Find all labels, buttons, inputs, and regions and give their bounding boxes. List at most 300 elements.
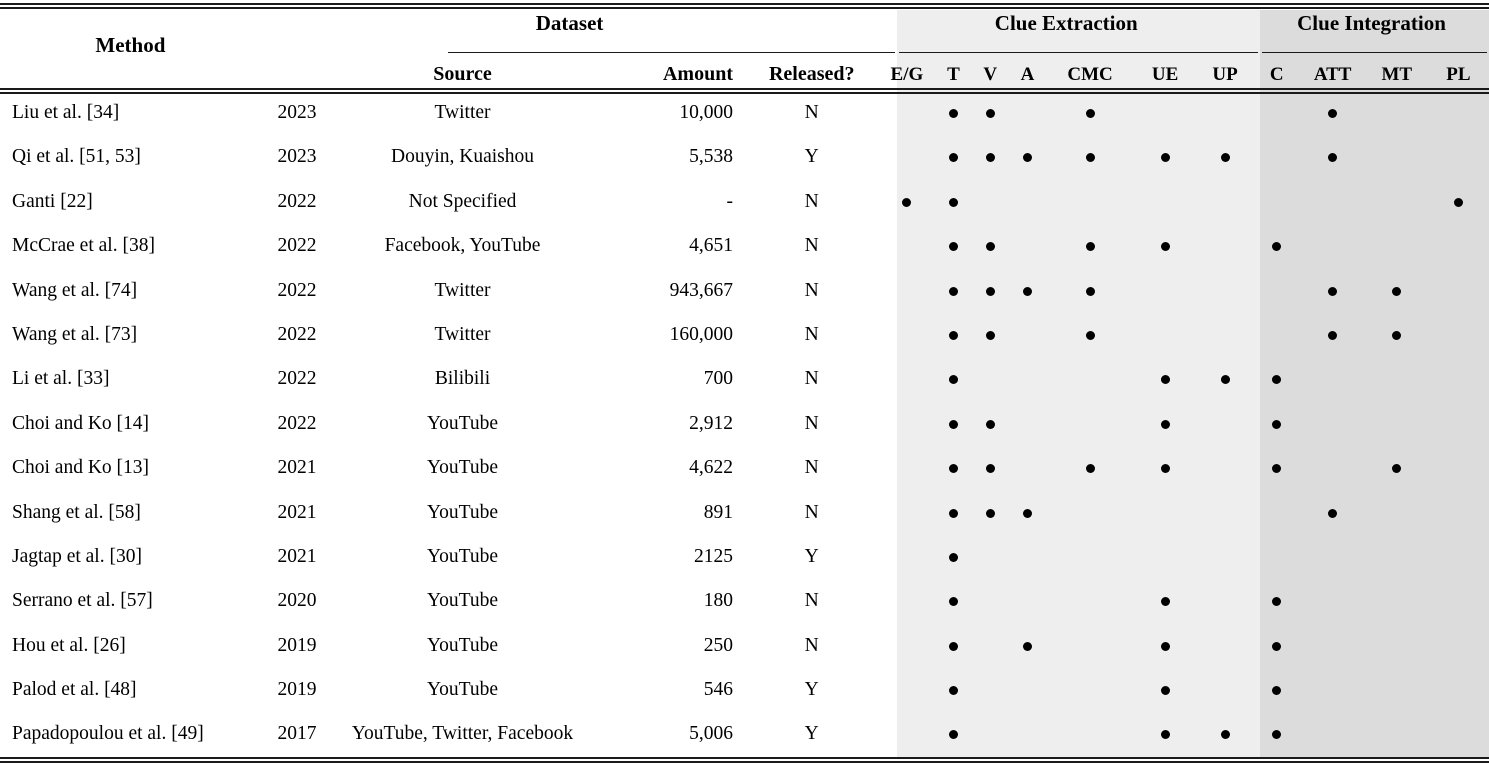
cell-mark-up (1196, 313, 1254, 357)
cell-mark-mt (1366, 135, 1428, 179)
cell-source: Facebook, YouTube (384, 235, 541, 257)
empty-cell (1392, 153, 1401, 162)
filled-dot-icon (1161, 420, 1170, 429)
empty-cell (1221, 287, 1230, 296)
cell-method: Wang et al. [73] (12, 323, 138, 345)
cell-mark-cmc (1046, 446, 1134, 490)
empty-cell (1086, 375, 1095, 384)
cell-mark-cmc (1046, 269, 1134, 313)
cell-mark-cmc (1046, 91, 1134, 135)
filled-dot-icon (1221, 730, 1230, 739)
cell-mark-v (972, 579, 1009, 623)
cell-mark-c (1254, 180, 1300, 224)
cell-source: YouTube (427, 412, 499, 434)
empty-cell (1023, 597, 1032, 606)
empty-cell (1392, 686, 1401, 695)
cell-mark-pl (1428, 668, 1489, 712)
cell-released: N (804, 323, 819, 345)
header-c: C (1269, 64, 1284, 86)
cell-method: Li et al. [33] (12, 368, 110, 390)
cell-year: 2021 (277, 457, 317, 479)
empty-cell (1221, 597, 1230, 606)
cell-method: Papadopoulou et al. [49] (12, 723, 204, 745)
empty-cell (1221, 553, 1230, 562)
cell-mark-a (1009, 91, 1046, 135)
empty-cell (1454, 464, 1463, 473)
cell-mark-eg (878, 180, 935, 224)
table-row (0, 712, 1489, 756)
cell-mark-eg (878, 491, 935, 535)
empty-cell (1161, 331, 1170, 340)
cell-mark-pl (1428, 91, 1489, 135)
cell-mark-cmc (1046, 180, 1134, 224)
empty-cell (1023, 109, 1032, 118)
empty-cell (902, 553, 911, 562)
filled-dot-icon (986, 464, 995, 473)
filled-dot-icon (949, 509, 958, 518)
cell-year: 2022 (277, 279, 317, 301)
cell-mark-mt (1366, 668, 1428, 712)
cell-source: YouTube (427, 679, 499, 701)
cell-method: Ganti [22] (12, 190, 93, 212)
empty-cell (1328, 730, 1337, 739)
empty-cell (1392, 375, 1401, 384)
cell-released: Y (804, 146, 819, 168)
filled-dot-icon (949, 375, 958, 384)
cell-mark-v (972, 357, 1009, 401)
filled-dot-icon (986, 331, 995, 340)
header-eg: E/G (890, 64, 924, 86)
cell-mark-att (1300, 446, 1366, 490)
cell-mark-mt (1366, 357, 1428, 401)
cell-released: N (804, 634, 819, 656)
filled-dot-icon (1161, 153, 1170, 162)
empty-cell (986, 597, 995, 606)
cell-mark-pl (1428, 180, 1489, 224)
cell-mark-pl (1428, 269, 1489, 313)
empty-cell (902, 375, 911, 384)
cell-released: N (804, 501, 819, 523)
cell-mark-eg (878, 357, 935, 401)
table-row (0, 402, 1489, 446)
empty-cell (1023, 686, 1032, 695)
cell-mark-mt (1366, 91, 1428, 135)
cell-amount: 10,000 (679, 101, 733, 123)
empty-cell (902, 287, 911, 296)
filled-dot-icon (1086, 464, 1095, 473)
filled-dot-icon (949, 198, 958, 207)
header-method: Method (95, 33, 166, 58)
cell-mark-c (1254, 624, 1300, 668)
filled-dot-icon (1023, 153, 1032, 162)
cell-mark-eg (878, 668, 935, 712)
empty-cell (1221, 509, 1230, 518)
cell-year: 2019 (277, 634, 317, 656)
cell-mark-ue (1134, 491, 1196, 535)
cell-mark-up (1196, 402, 1254, 446)
cell-mark-c (1254, 491, 1300, 535)
cell-source: Twitter (434, 279, 491, 301)
cell-mark-a (1009, 535, 1046, 579)
empty-cell (902, 686, 911, 695)
cell-mark-c (1254, 712, 1300, 756)
filled-dot-icon (1023, 509, 1032, 518)
cell-mark-pl (1428, 535, 1489, 579)
cell-source: Twitter (434, 101, 491, 123)
cell-mark-a (1009, 180, 1046, 224)
cell-source: Douyin, Kuaishou (391, 146, 534, 168)
cell-mark-cmc (1046, 624, 1134, 668)
header-a: A (1020, 64, 1035, 86)
empty-cell (1454, 153, 1463, 162)
empty-cell (1221, 642, 1230, 651)
cell-amount: 2,912 (689, 412, 733, 434)
cell-mark-v (972, 91, 1009, 135)
cell-year: 2023 (277, 146, 317, 168)
filled-dot-icon (986, 109, 995, 118)
cell-mark-ue (1134, 180, 1196, 224)
filled-dot-icon (1272, 642, 1281, 651)
table-body (0, 91, 1489, 757)
empty-cell (1086, 730, 1095, 739)
cell-method: Jagtap et al. [30] (12, 545, 142, 567)
filled-dot-icon (1086, 153, 1095, 162)
cell-mark-pl (1428, 446, 1489, 490)
cell-mark-v (972, 535, 1009, 579)
filled-dot-icon (1272, 464, 1281, 473)
empty-cell (1272, 153, 1281, 162)
cell-mark-att (1300, 313, 1366, 357)
header-pl: PL (1446, 64, 1471, 86)
table-row (0, 535, 1489, 579)
empty-cell (1023, 331, 1032, 340)
cell-mark-c (1254, 135, 1300, 179)
cell-mark-att (1300, 135, 1366, 179)
empty-cell (1392, 420, 1401, 429)
cell-mark-t (935, 313, 971, 357)
cell-mark-up (1196, 491, 1254, 535)
empty-cell (902, 242, 911, 251)
cell-mark-ue (1134, 91, 1196, 135)
empty-cell (902, 153, 911, 162)
filled-dot-icon (1161, 464, 1170, 473)
cell-mark-a (1009, 579, 1046, 623)
empty-cell (1086, 553, 1095, 562)
filled-dot-icon (949, 331, 958, 340)
empty-cell (1023, 730, 1032, 739)
empty-cell (1221, 242, 1230, 251)
cell-method: Palod et al. [48] (12, 679, 137, 701)
filled-dot-icon (1392, 331, 1401, 340)
cell-mark-ue (1134, 269, 1196, 313)
header-year (261, 46, 333, 91)
empty-cell (1023, 553, 1032, 562)
cell-method: Hou et al. [26] (12, 634, 126, 656)
filled-dot-icon (1221, 375, 1230, 384)
empty-cell (1272, 553, 1281, 562)
empty-cell (1392, 242, 1401, 251)
cell-method: McCrae et al. [38] (12, 235, 155, 257)
cell-mark-eg (878, 624, 935, 668)
cell-year: 2022 (277, 235, 317, 257)
cell-mark-up (1196, 712, 1254, 756)
empty-cell (1328, 597, 1337, 606)
cell-mark-v (972, 624, 1009, 668)
empty-cell (1454, 420, 1463, 429)
cell-amount: 250 (703, 634, 733, 656)
filled-dot-icon (949, 553, 958, 562)
filled-dot-icon (949, 153, 958, 162)
empty-cell (902, 109, 911, 118)
filled-dot-icon (949, 109, 958, 118)
empty-cell (1023, 375, 1032, 384)
cell-mark-eg (878, 712, 935, 756)
filled-dot-icon (1328, 109, 1337, 118)
cell-mark-c (1254, 402, 1300, 446)
empty-cell (1328, 464, 1337, 473)
header-ue: UE (1151, 64, 1179, 86)
filled-dot-icon (1086, 331, 1095, 340)
cell-mark-a (1009, 357, 1046, 401)
filled-dot-icon (1272, 597, 1281, 606)
cell-mark-att (1300, 712, 1366, 756)
table-row (0, 668, 1489, 712)
empty-cell (1221, 464, 1230, 473)
filled-dot-icon (986, 509, 995, 518)
empty-cell (1086, 642, 1095, 651)
empty-cell (1392, 642, 1401, 651)
cell-mark-up (1196, 446, 1254, 490)
cell-mark-up (1196, 357, 1254, 401)
empty-cell (1086, 198, 1095, 207)
cell-mark-a (1009, 269, 1046, 313)
cell-mark-c (1254, 269, 1300, 313)
cell-mark-v (972, 712, 1009, 756)
cell-source: Not Specified (408, 190, 517, 212)
cell-method: Shang et al. [58] (12, 501, 141, 523)
table-row (0, 269, 1489, 313)
filled-dot-icon (986, 287, 995, 296)
filled-dot-icon (1392, 287, 1401, 296)
cell-mark-a (1009, 491, 1046, 535)
filled-dot-icon (1161, 730, 1170, 739)
cell-year: 2022 (277, 190, 317, 212)
cell-mark-v (972, 668, 1009, 712)
table-row (0, 579, 1489, 623)
empty-cell (1454, 375, 1463, 384)
cell-mark-att (1300, 668, 1366, 712)
table-row (0, 446, 1489, 490)
cell-mark-c (1254, 668, 1300, 712)
cell-mark-mt (1366, 402, 1428, 446)
filled-dot-icon (1392, 464, 1401, 473)
cell-mark-t (935, 269, 971, 313)
cell-source: YouTube (427, 590, 499, 612)
filled-dot-icon (1272, 730, 1281, 739)
cell-released: Y (804, 723, 819, 745)
cell-mark-att (1300, 624, 1366, 668)
cell-mark-a (1009, 712, 1046, 756)
empty-cell (1392, 597, 1401, 606)
cell-mark-cmc (1046, 402, 1134, 446)
filled-dot-icon (902, 198, 911, 207)
cell-source: YouTube (427, 501, 499, 523)
cell-mark-c (1254, 313, 1300, 357)
cell-year: 2019 (277, 679, 317, 701)
empty-cell (1454, 642, 1463, 651)
cell-mark-ue (1134, 535, 1196, 579)
cell-mark-v (972, 269, 1009, 313)
cell-mark-mt (1366, 535, 1428, 579)
cell-mark-t (935, 712, 971, 756)
empty-cell (1392, 198, 1401, 207)
empty-cell (1161, 553, 1170, 562)
empty-cell (1221, 109, 1230, 118)
cell-mark-v (972, 135, 1009, 179)
header-t: T (947, 64, 960, 86)
cell-amount: 891 (703, 501, 733, 523)
cell-mark-t (935, 224, 971, 268)
empty-cell (1023, 420, 1032, 429)
empty-cell (1023, 198, 1032, 207)
cell-mark-mt (1366, 624, 1428, 668)
cell-mark-cmc (1046, 313, 1134, 357)
filled-dot-icon (949, 464, 958, 473)
cell-mark-att (1300, 180, 1366, 224)
empty-cell (1454, 331, 1463, 340)
cell-mark-t (935, 402, 971, 446)
empty-cell (1272, 109, 1281, 118)
cell-year: 2021 (277, 545, 317, 567)
cell-year: 2022 (277, 368, 317, 390)
cell-mark-c (1254, 579, 1300, 623)
table-row (0, 135, 1489, 179)
cell-mark-pl (1428, 313, 1489, 357)
empty-cell (1023, 242, 1032, 251)
cell-released: Y (804, 679, 819, 701)
empty-cell (1328, 686, 1337, 695)
cell-mark-mt (1366, 269, 1428, 313)
empty-cell (1086, 597, 1095, 606)
cell-mark-ue (1134, 624, 1196, 668)
filled-dot-icon (1221, 153, 1230, 162)
empty-cell (902, 597, 911, 606)
empty-cell (902, 642, 911, 651)
empty-cell (1086, 420, 1095, 429)
filled-dot-icon (949, 420, 958, 429)
cell-mark-c (1254, 91, 1300, 135)
cell-mark-eg (878, 313, 935, 357)
empty-cell (1161, 509, 1170, 518)
cell-mark-att (1300, 579, 1366, 623)
cell-mark-up (1196, 579, 1254, 623)
empty-cell (1221, 198, 1230, 207)
empty-cell (1328, 242, 1337, 251)
empty-cell (1454, 553, 1463, 562)
cell-mark-up (1196, 135, 1254, 179)
cell-released: N (804, 590, 819, 612)
empty-cell (1272, 509, 1281, 518)
filled-dot-icon (986, 420, 995, 429)
header-amount: Amount (662, 63, 733, 85)
cell-mark-pl (1428, 579, 1489, 623)
empty-cell (1161, 287, 1170, 296)
cell-mark-pl (1428, 624, 1489, 668)
empty-cell (1272, 287, 1281, 296)
cell-mark-c (1254, 446, 1300, 490)
empty-cell (902, 331, 911, 340)
filled-dot-icon (1328, 153, 1337, 162)
table-row (0, 491, 1489, 535)
cell-mark-t (935, 180, 971, 224)
cell-amount: 4,622 (689, 457, 733, 479)
header-mt: MT (1381, 64, 1413, 86)
cell-amount: 4,651 (689, 235, 733, 257)
table-row (0, 624, 1489, 668)
clue-extraction-group-rule (899, 52, 1258, 53)
table-row (0, 357, 1489, 401)
cell-mark-t (935, 135, 971, 179)
cell-released: N (804, 190, 819, 212)
cell-mark-pl (1428, 224, 1489, 268)
cell-amount: 546 (703, 679, 733, 701)
empty-cell (1392, 730, 1401, 739)
cell-mark-up (1196, 180, 1254, 224)
empty-cell (902, 464, 911, 473)
cell-year: 2022 (277, 323, 317, 345)
filled-dot-icon (986, 242, 995, 251)
table-row (0, 91, 1489, 135)
filled-dot-icon (1086, 287, 1095, 296)
empty-cell (1454, 109, 1463, 118)
cell-method: Liu et al. [34] (12, 101, 120, 123)
cell-mark-cmc (1046, 224, 1134, 268)
filled-dot-icon (1161, 242, 1170, 251)
cell-released: N (804, 368, 819, 390)
empty-cell (902, 730, 911, 739)
cell-mark-mt (1366, 579, 1428, 623)
cell-source: YouTube, Twitter, Facebook (351, 723, 574, 745)
filled-dot-icon (949, 642, 958, 651)
cell-mark-pl (1428, 712, 1489, 756)
empty-cell (1161, 109, 1170, 118)
header-group-clue-integration: Clue Integration (1297, 10, 1446, 35)
cell-mark-mt (1366, 180, 1428, 224)
empty-cell (1086, 509, 1095, 518)
cell-mark-ue (1134, 402, 1196, 446)
cell-mark-cmc (1046, 535, 1134, 579)
filled-dot-icon (1272, 375, 1281, 384)
cell-mark-t (935, 579, 971, 623)
cell-year: 2023 (277, 101, 317, 123)
cell-mark-eg (878, 135, 935, 179)
header-group-clue-extraction: Clue Extraction (994, 10, 1138, 35)
table-row (0, 313, 1489, 357)
cell-mark-a (1009, 624, 1046, 668)
empty-cell (1328, 375, 1337, 384)
empty-cell (986, 198, 995, 207)
table-header (0, 0, 1489, 91)
cell-year: 2022 (277, 412, 317, 434)
cell-mark-att (1300, 357, 1366, 401)
filled-dot-icon (1454, 198, 1463, 207)
cell-mark-eg (878, 402, 935, 446)
cell-amount: 700 (703, 368, 733, 390)
cell-mark-att (1300, 402, 1366, 446)
empty-cell (902, 509, 911, 518)
header-v: V (983, 64, 998, 86)
cell-amount: 2125 (693, 545, 733, 567)
